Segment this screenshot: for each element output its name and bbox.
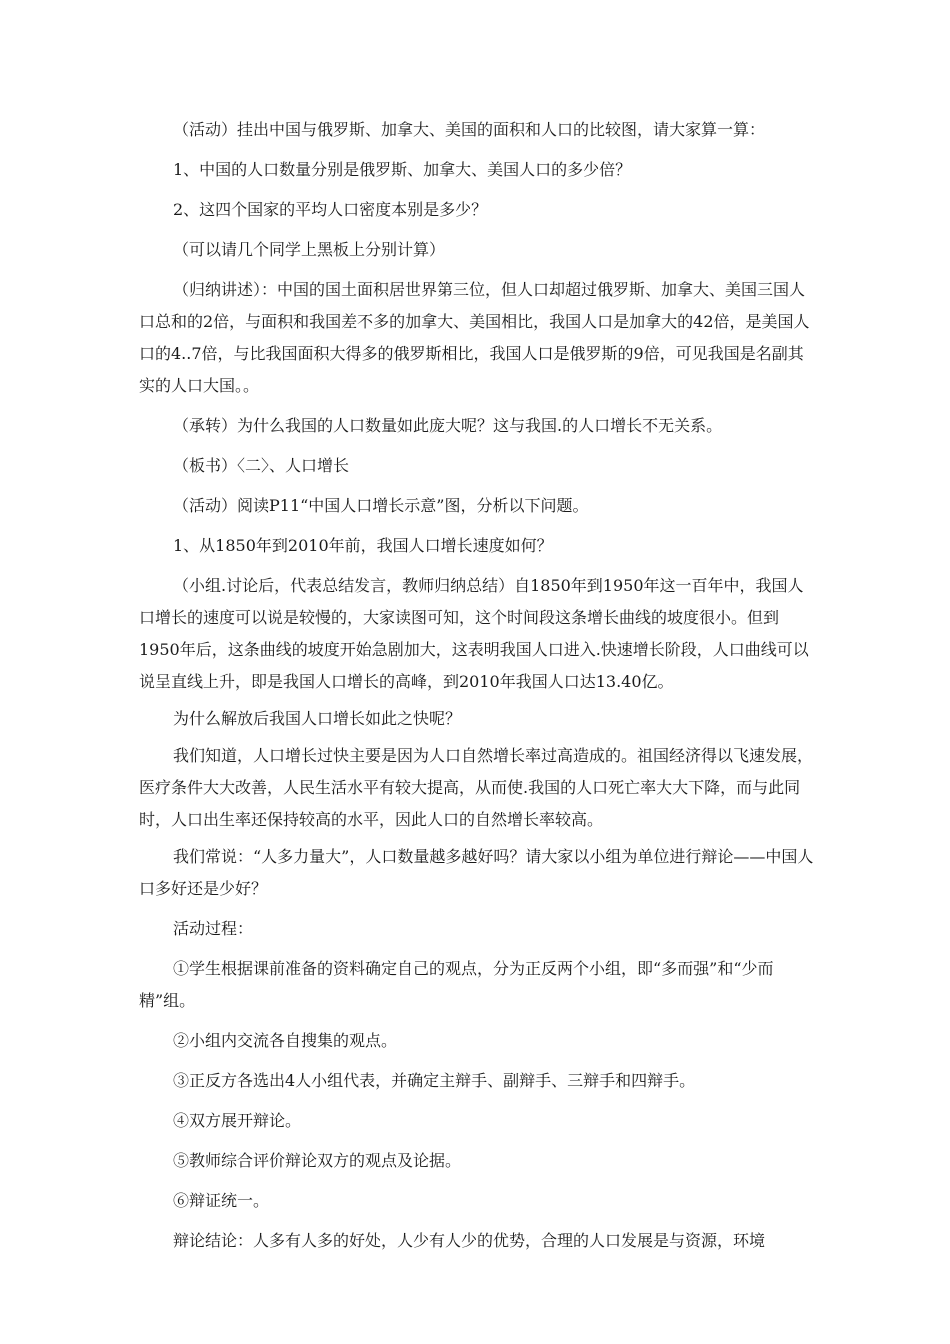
- paragraph-process-heading: 活动过程：: [173, 919, 254, 938]
- document-body: [139, 114, 815, 1257]
- step-6: ⑥辩证统一。: [173, 1191, 270, 1210]
- paragraph-summary: （归纳讲述）：中国的国土面积居世界第三位，但人口却超过俄罗斯、加拿大、美国三国人口总和的2倍，与面积和我国差不多的加拿大、美国相比，我国人口是加拿大的42倍，是美国人口的4..7倍，与比我国面积大得多的俄罗斯相比，我国人口是俄罗斯的9倍，可见我国是名副其实的人口大国。。: [139, 280, 810, 395]
- paragraph-why-question: 为什么解放后我国人口增长如此之快呢？: [173, 709, 462, 728]
- question-2: 2、这四个国家的平均人口密度本别是多少？: [173, 200, 488, 219]
- paragraph-transition: （承转）为什么我国的人口数量如此庞大呢？这与我国.的人口增长不无关系。: [173, 416, 723, 435]
- paragraph-debate-prompt: 我们常说：“人多力量大”，人口数量越多越好吗？请大家以小组为单位进行辩论——中国人口多好还是少好？: [139, 847, 814, 898]
- paragraph-debate-conclusion: 辩论结论：人多有人多的好处，人少有人少的优势，合理的人口发展是与资源，环境: [173, 1231, 766, 1250]
- paragraph-explanation: 我们知道，人口增长过快主要是因为人口自然增长率过高造成的。祖国经济得以飞速发展，医疗条件大大改善，人民生活水平有较大提高，从而使.我国的人口死亡率大大下降，而与此同时，人口出生率还保持较高的水平，因此人口的自然增长率较高。: [139, 746, 814, 829]
- question-1: 1、中国的人口数量分别是俄罗斯、加拿大、美国人口的多少倍？: [173, 160, 632, 179]
- step-1: ①学生根据课前准备的资料确定自己的观点，分为正反两个小组，即“多而强”和“少而精”组。: [139, 959, 774, 1010]
- paragraph-activity-intro: （活动）挂出中国与俄罗斯、加拿大、美国的面积和人口的比较图，请大家算一算：: [173, 120, 766, 139]
- paragraph-board-heading: （板书）〈二〉、人口增长: [173, 456, 350, 475]
- paragraph-calculation-note: （可以请几个同学上黑板上分别计算）: [173, 240, 446, 259]
- paragraph-group-discussion: （小组.讨论后，代表总结发言，教师归纳总结）自1850年到1950年这一百年中，我国人口增长的速度可以说是较慢的，大家读图可知，这个时间段这条增长曲线的坡度很小。但到1950年后，这条曲线的坡度开始急剧加大，这表明我国人口进入.快速增长阶段，人口曲线可以说呈直线上升，即是我国人口增长的高峰，到2010年我国人口达13.40亿。: [139, 576, 809, 691]
- question-growth-speed: 1、从1850年到2010年前，我国人口增长速度如何？: [173, 536, 553, 555]
- step-4: ④双方展开辩论。: [173, 1111, 302, 1130]
- step-2: ②小组内交流各自搜集的观点。: [173, 1031, 398, 1050]
- step-3: ③正反方各选出4人小组代表，并确定主辩手、副辩手、三辩手和四辩手。: [173, 1071, 696, 1090]
- step-5: ⑤教师综合评价辩论双方的观点及论据。: [173, 1151, 462, 1170]
- paragraph-activity-reading: （活动）阅读P11“中国人口增长示意”图，分析以下问题。: [173, 496, 589, 515]
